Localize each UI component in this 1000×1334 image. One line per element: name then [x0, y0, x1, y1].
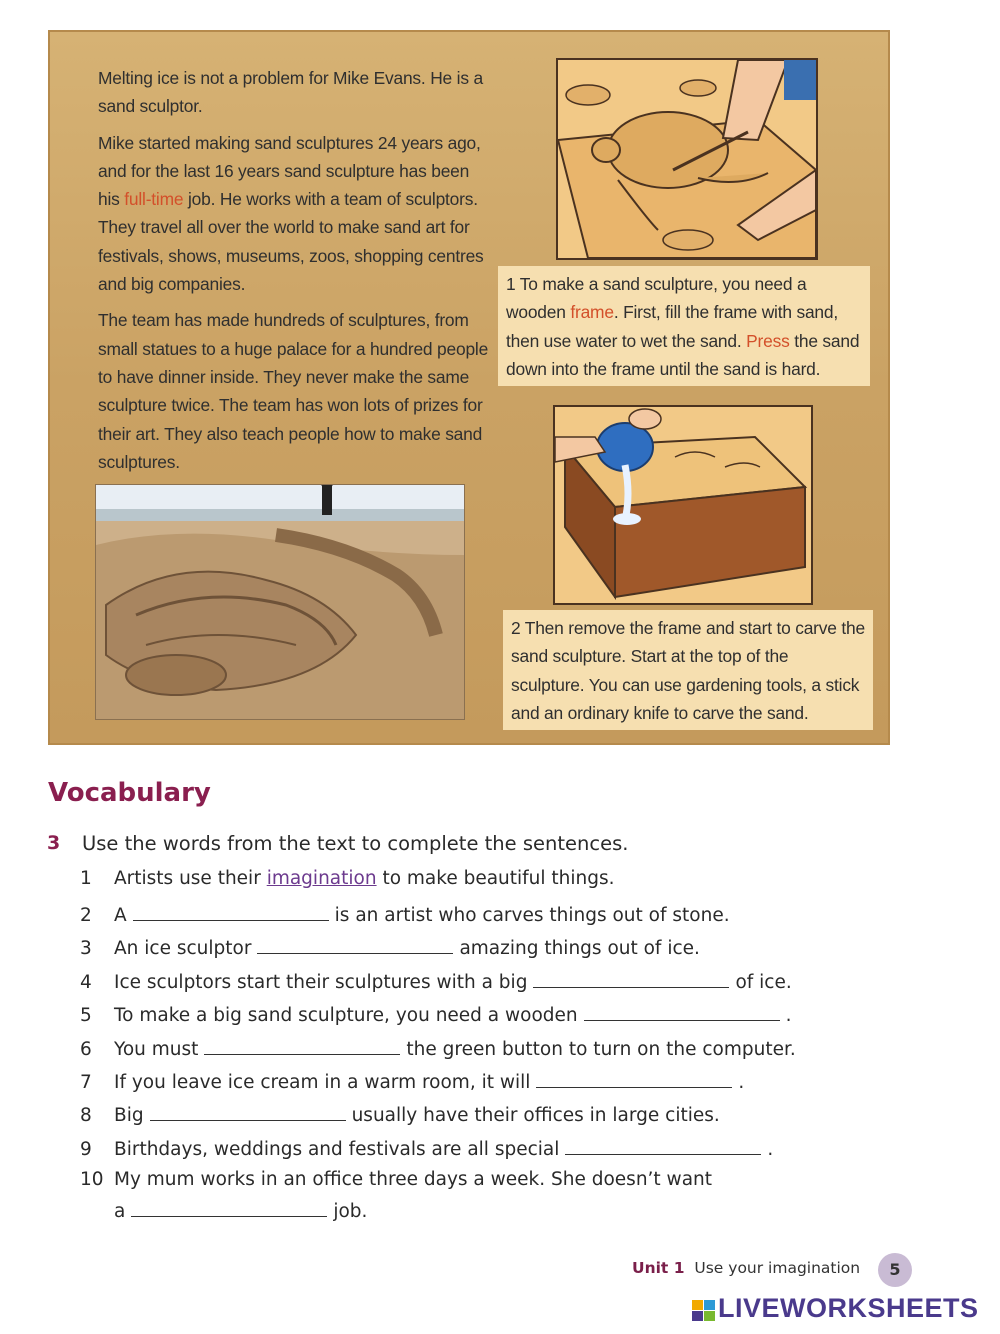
p2-before: Mike started making sand sculptures 24 years ago, and for the last 16 years sand sculpture has been his	[98, 132, 481, 210]
sentence-text: Big	[114, 1105, 144, 1126]
sentence-10	[80, 1169, 712, 1190]
sentence-5	[80, 1002, 792, 1026]
caption-1-part-a: 1 To make a sand sculpture, you need a wooden	[506, 274, 807, 323]
sentence-3	[80, 935, 700, 959]
illustration-pouring-water	[553, 405, 813, 605]
article-paragraph-3: The team has made hundreds of sculptures, from small statues to a huge palace for a hundred people to have dinner inside. They never make the same sculpture twice. The team has won lots of prizes for their art. They also teach people how to make sand sculptures.	[98, 310, 489, 472]
sentence-text: the green button to turn on the computer.	[406, 1039, 796, 1060]
sentence-text: Ice sculptors start their sculptures with a big	[114, 972, 528, 993]
unit-title: Use your imagination	[694, 1259, 861, 1277]
article-paragraph-1: Melting ice is not a problem for Mike Evans. He is a sand sculptor.	[98, 68, 483, 117]
sentence-text: job.	[333, 1201, 368, 1222]
sentence-text: To make a big sand sculpture, you need a wooden	[114, 1005, 578, 1026]
answer-blank[interactable]	[204, 1036, 400, 1055]
sentence-text: amazing things out of ice.	[459, 938, 700, 959]
sentence-text: usually have their offices in large cities.	[351, 1105, 720, 1126]
sentence-text: You must	[114, 1039, 199, 1060]
answer-blank[interactable]	[584, 1002, 780, 1021]
liveworksheets-brand[interactable]: LIVEWORKSHEETS	[718, 1293, 979, 1323]
sentence-text: .	[767, 1139, 774, 1160]
unit-label	[632, 1259, 860, 1277]
sentence-text: .	[785, 1005, 792, 1026]
item-number: 2	[80, 905, 92, 926]
vocabulary-heading: Vocabulary	[48, 778, 211, 808]
sentence-10-line-2	[80, 1198, 367, 1222]
sentence-text: .	[738, 1072, 745, 1093]
answer-blank[interactable]	[536, 1069, 732, 1088]
answer-imagination: imagination	[266, 868, 377, 889]
sentence-text: If you leave ice cream in a warm room, it will	[114, 1072, 531, 1093]
sentence-text: My mum works in an office three days a week. She doesn’t want	[114, 1169, 713, 1190]
item-number: 3	[80, 938, 92, 959]
item-number: 1	[80, 868, 92, 889]
exercise-instruction: Use the words from the text to complete the sentences.	[82, 832, 629, 855]
highlight-press: Press	[746, 330, 790, 351]
answer-blank[interactable]	[150, 1102, 346, 1121]
liveworksheets-logo-icon	[692, 1300, 716, 1322]
caption-1-part-c: the sand down into the frame until the sand is hard.	[506, 330, 860, 380]
sentence-text: A	[114, 905, 127, 926]
item-number: 4	[80, 972, 92, 993]
item-number: 9	[80, 1139, 92, 1160]
sentence-text: Birthdays, weddings and festivals are all special	[114, 1139, 560, 1160]
photo-dragon-sand-sculpture	[95, 484, 465, 720]
sentence-text: An ice sculptor	[114, 938, 252, 959]
highlight-full-time: full-time	[124, 189, 184, 210]
sentence-text: Artists use their	[114, 868, 267, 889]
answer-blank[interactable]	[133, 902, 329, 921]
exercise-number: 3	[47, 832, 61, 854]
highlight-frame: frame	[570, 302, 614, 323]
article-paragraph-2	[98, 129, 490, 299]
sentence-text: of ice.	[735, 972, 792, 993]
article-text	[98, 64, 490, 484]
sentence-8	[80, 1102, 720, 1126]
illustration-carving-turtle	[556, 58, 818, 260]
sentence-text: a	[114, 1201, 126, 1222]
sentence-2	[80, 902, 730, 926]
answer-blank[interactable]	[533, 969, 729, 988]
caption-1-part-b: . First, fill the frame with sand, then use water to wet the sand.	[506, 302, 838, 351]
item-number: 6	[80, 1039, 92, 1060]
sentence-6	[80, 1036, 796, 1060]
sentence-1	[80, 868, 615, 889]
item-number: 5	[80, 1005, 92, 1026]
answer-blank[interactable]	[257, 935, 453, 954]
answer-blank[interactable]	[131, 1198, 327, 1217]
item-number: 8	[80, 1105, 92, 1126]
answer-blank[interactable]	[565, 1136, 761, 1155]
sentence-4	[80, 969, 792, 993]
sentence-9	[80, 1136, 773, 1160]
item-number: 7	[80, 1072, 92, 1093]
sentence-text: is an artist who carves things out of stone.	[334, 905, 730, 926]
p2-after: job. He works with a team of sculptors. They travel all over the world to make sand art for festivals, shows, museums, zoos, shopping centres and big companies.	[98, 189, 484, 295]
caption-step-1	[498, 266, 870, 386]
page-number-badge: 5	[878, 1253, 912, 1287]
unit-number: Unit 1	[632, 1259, 685, 1277]
sentence-7	[80, 1069, 744, 1093]
sentence-text: to make beautiful things.	[376, 868, 615, 889]
caption-step-2: 2 Then remove the frame and start to carve the sand sculpture. Start at the top of the sculpture. You can use gardening tools, a stick and an ordinary knife to carve the sand.	[503, 610, 873, 730]
item-number: 10	[80, 1169, 104, 1190]
